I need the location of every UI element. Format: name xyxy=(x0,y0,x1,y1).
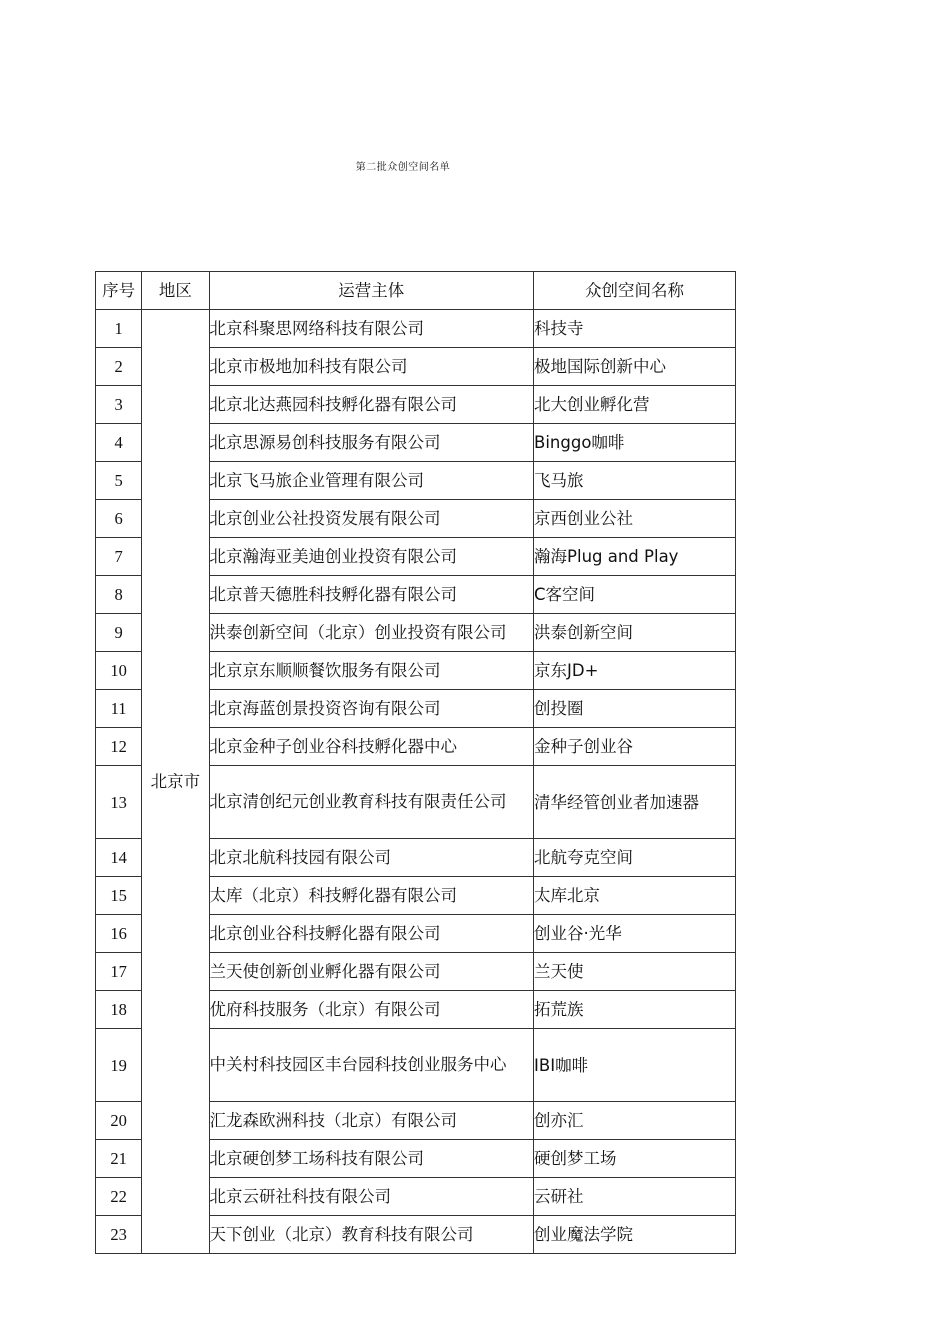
cell-operator: 北京京东顺顺餐饮服务有限公司 xyxy=(209,652,534,690)
cell-seq: 16 xyxy=(96,915,142,953)
table-row xyxy=(96,310,736,348)
cell-seq: 20 xyxy=(96,1102,142,1140)
cell-seq: 13 xyxy=(96,766,142,839)
table-header-row xyxy=(96,272,736,310)
cell-seq: 1 xyxy=(96,310,142,348)
cell-seq: 11 xyxy=(96,690,142,728)
cell-operator: 北京创业谷科技孵化器有限公司 xyxy=(209,915,534,953)
cell-space-name: 拓荒族 xyxy=(534,991,736,1029)
cell-seq: 2 xyxy=(96,348,142,386)
cell-seq: 5 xyxy=(96,462,142,500)
cell-seq: 12 xyxy=(96,728,142,766)
cell-operator: 中关村科技园区丰台园科技创业服务中心 xyxy=(209,1029,534,1102)
cell-seq: 3 xyxy=(96,386,142,424)
cell-space-name: 北大创业孵化营 xyxy=(534,386,736,424)
cell-operator: 北京科聚思网络科技有限公司 xyxy=(209,310,534,348)
cell-seq: 22 xyxy=(96,1178,142,1216)
cell-operator: 太库（北京）科技孵化器有限公司 xyxy=(209,877,534,915)
cell-space-name: 金种子创业谷 xyxy=(534,728,736,766)
cell-operator: 兰天使创新创业孵化器有限公司 xyxy=(209,953,534,991)
cell-space-name: 创亦汇 xyxy=(534,1102,736,1140)
cell-operator: 北京思源易创科技服务有限公司 xyxy=(209,424,534,462)
cell-seq: 19 xyxy=(96,1029,142,1102)
cell-region: 北京市 xyxy=(142,310,209,1254)
cell-operator: 北京市极地加科技有限公司 xyxy=(209,348,534,386)
cell-operator: 北京海蓝创景投资咨询有限公司 xyxy=(209,690,534,728)
cell-space-name: 科技寺 xyxy=(534,310,736,348)
cell-operator: 北京硬创梦工场科技有限公司 xyxy=(209,1140,534,1178)
cell-space-name: 北航夸克空间 xyxy=(534,839,736,877)
cell-operator: 天下创业（北京）教育科技有限公司 xyxy=(209,1216,534,1254)
header-space-name: 众创空间名称 xyxy=(534,272,736,310)
cell-space-name: 京东JD+ xyxy=(534,652,736,690)
cell-space-name: 兰天使 xyxy=(534,953,736,991)
cell-space-name: 云研社 xyxy=(534,1178,736,1216)
cell-seq: 10 xyxy=(96,652,142,690)
cell-operator: 北京北航科技园有限公司 xyxy=(209,839,534,877)
cell-space-name: 洪泰创新空间 xyxy=(534,614,736,652)
document-title: 第二批众创空间名单 xyxy=(355,162,451,173)
cell-operator: 汇龙森欧洲科技（北京）有限公司 xyxy=(209,1102,534,1140)
cell-seq: 18 xyxy=(96,991,142,1029)
space-list-table xyxy=(95,271,736,1254)
cell-seq: 8 xyxy=(96,576,142,614)
cell-operator: 北京金种子创业谷科技孵化器中心 xyxy=(209,728,534,766)
cell-seq: 9 xyxy=(96,614,142,652)
cell-operator: 北京创业公社投资发展有限公司 xyxy=(209,500,534,538)
cell-seq: 7 xyxy=(96,538,142,576)
cell-operator: 北京普天德胜科技孵化器有限公司 xyxy=(209,576,534,614)
cell-space-name: C客空间 xyxy=(534,576,736,614)
cell-space-name: 创投圈 xyxy=(534,690,736,728)
cell-space-name: 京西创业公社 xyxy=(534,500,736,538)
table-body xyxy=(96,310,736,1254)
cell-operator: 北京北达燕园科技孵化器有限公司 xyxy=(209,386,534,424)
cell-space-name: 清华经管创业者加速器 xyxy=(534,766,736,839)
cell-seq: 4 xyxy=(96,424,142,462)
cell-space-name: Binggo咖啡 xyxy=(534,424,736,462)
cell-operator: 北京瀚海亚美迪创业投资有限公司 xyxy=(209,538,534,576)
cell-space-name: 硬创梦工场 xyxy=(534,1140,736,1178)
cell-space-name: 极地国际创新中心 xyxy=(534,348,736,386)
cell-space-name: IBI咖啡 xyxy=(534,1029,736,1102)
cell-seq: 17 xyxy=(96,953,142,991)
cell-space-name: 创业魔法学院 xyxy=(534,1216,736,1254)
header-operator: 运营主体 xyxy=(209,272,534,310)
cell-space-name: 创业谷·光华 xyxy=(534,915,736,953)
cell-space-name: 太库北京 xyxy=(534,877,736,915)
cell-operator: 洪泰创新空间（北京）创业投资有限公司 xyxy=(209,614,534,652)
header-region: 地区 xyxy=(142,272,209,310)
cell-operator: 北京云研社科技有限公司 xyxy=(209,1178,534,1216)
cell-space-name: 飞马旅 xyxy=(534,462,736,500)
cell-operator: 优府科技服务（北京）有限公司 xyxy=(209,991,534,1029)
cell-seq: 6 xyxy=(96,500,142,538)
cell-operator: 北京清创纪元创业教育科技有限责任公司 xyxy=(209,766,534,839)
cell-operator: 北京飞马旅企业管理有限公司 xyxy=(209,462,534,500)
cell-seq: 21 xyxy=(96,1140,142,1178)
cell-space-name: 瀚海Plug and Play xyxy=(534,538,736,576)
header-seq: 序号 xyxy=(96,272,142,310)
cell-seq: 14 xyxy=(96,839,142,877)
cell-seq: 23 xyxy=(96,1216,142,1254)
cell-seq: 15 xyxy=(96,877,142,915)
